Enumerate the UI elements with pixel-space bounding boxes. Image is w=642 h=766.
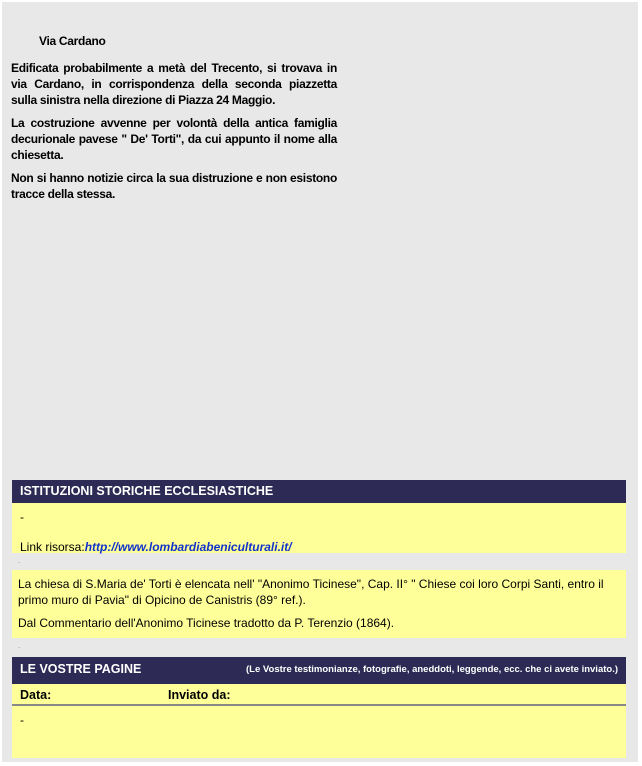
- vostre-pagine-header: [12, 657, 626, 684]
- link-label: Link risorsa:: [20, 540, 85, 554]
- istituzioni-header-title: ISTITUZIONI STORICHE ECCLESIASTICHE: [20, 484, 274, 498]
- istituzioni-header: [12, 480, 626, 503]
- resource-link-line: [20, 539, 626, 555]
- inviato-da-label: Inviato da:: [168, 688, 231, 702]
- article: [11, 34, 337, 209]
- article-paragraph-1: Edificata probabilmente a metà del Trecento, si trovava in via Cardano, in corrispondenza della seconda piazzetta sulla sinistra nella direzione di Piazza 24 Maggio.: [11, 61, 337, 107]
- resource-link[interactable]: http://www.lombardiabeniculturali.it/: [84, 540, 292, 554]
- article-title: Via Cardano: [39, 34, 106, 48]
- anonimo-paragraph-2: Dal Commentario dell'Anonimo Ticinese tradotto da P. Terenzio (1864).: [18, 616, 395, 630]
- article-paragraph-2: La costruzione avvenne per volontà della antica famiglia decurionale pavese " De' Torti", da cui appunto il nome alla chiesetta.: [11, 116, 337, 162]
- vostre-pagine-title: LE VOSTRE PAGINE: [20, 662, 142, 676]
- vostre-pagine-box: [12, 684, 626, 758]
- vostre-pagine-subtitle: (Le Vostre testimonianze, fotografie, aneddoti, leggende, ecc. che ci avete inviato.): [246, 664, 618, 675]
- anonimo-box: [12, 570, 626, 638]
- article-paragraph-3: Non si hanno notizie circa la sua distruzione e non esistono tracce della stessa.: [11, 171, 337, 201]
- vostre-pagine-dash: -: [20, 713, 24, 727]
- spacer-dot: .: [18, 641, 21, 650]
- anonimo-paragraph-1: La chiesa di S.Maria de' Torti è elencata nell' "Anonimo Ticinese", Cap. II° " Chiese coi loro Corpi Santi, entro il primo muro di Pavia" di Opicino de Canistris (89° ref.).: [18, 577, 604, 607]
- spacer-dot: .: [18, 556, 21, 565]
- data-label: Data:: [20, 688, 52, 702]
- istituzioni-box: [12, 503, 626, 553]
- divider: [12, 704, 626, 706]
- istituzioni-dash: -: [20, 510, 24, 524]
